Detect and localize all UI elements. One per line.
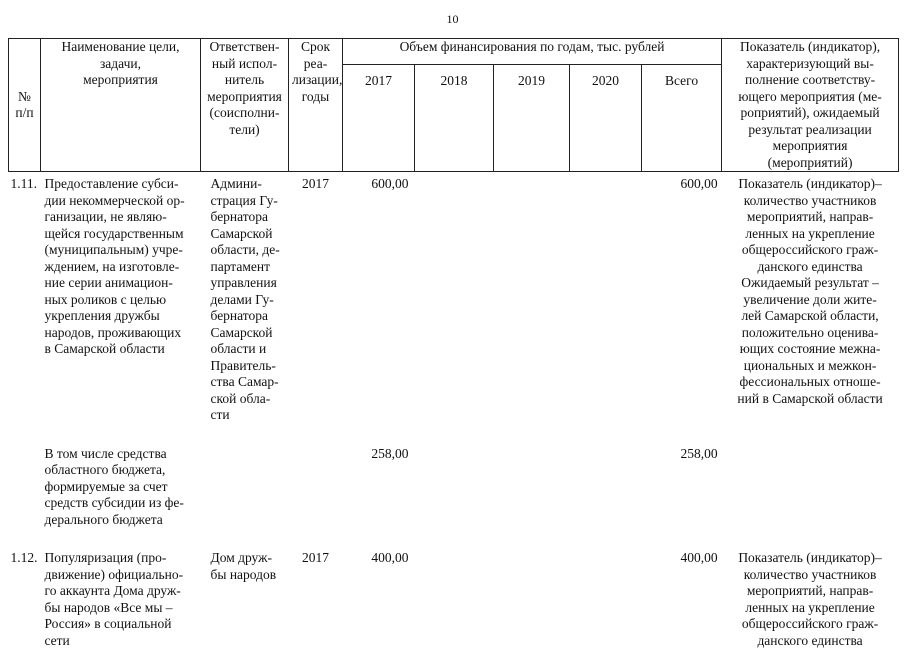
row-number: 1.11. bbox=[10, 176, 37, 191]
row-responsible: Админи- страция Гу- бернатора Самарской области, де- партамент управления делами Гу- бернатора Самарской области и Правитель- ства Самар- ской обла- сти bbox=[210, 176, 280, 422]
row-amount-2017: 258,00 bbox=[371, 445, 409, 461]
row-responsible: Дом друж- бы народов bbox=[210, 550, 277, 582]
row-amount-2020 bbox=[570, 424, 642, 529]
row-responsible bbox=[201, 424, 289, 529]
page-number: 10 bbox=[446, 12, 459, 26]
row-term: 2017 bbox=[302, 550, 329, 565]
row-name: Предоставление субси- дии некоммерческой ор- ганизации, не являю- щейся государственным (муниципальным) учре- ждением, на изготовле- ние серии анимацион- ных роликов с целью укрепления дружбы народов, проживающих в Самарской области bbox=[44, 176, 185, 356]
row-term: 2017 bbox=[302, 176, 329, 191]
table-header bbox=[9, 39, 899, 172]
table-row bbox=[9, 424, 899, 529]
row-amount-2020 bbox=[570, 528, 642, 649]
header-indicator: Показатель (индикатор), характеризующий вы- полнение соответству- ющего мероприятия (ме- роприятий), ожидаемый результат реализации мероприятия (мероприятий) bbox=[722, 39, 899, 172]
row-term bbox=[289, 424, 343, 529]
row-amount-2018 bbox=[415, 172, 494, 424]
header-total: Всего bbox=[642, 65, 722, 172]
row-amount-2017: 600,00 bbox=[371, 176, 409, 191]
row-amount-2019 bbox=[494, 172, 570, 424]
row-amount-total: 258,00 bbox=[680, 445, 718, 461]
row-amount-2019 bbox=[494, 528, 570, 649]
row-amount-2017: 400,00 bbox=[371, 550, 409, 565]
header-term: Срок реа- лизации, годы bbox=[289, 39, 343, 172]
header-financing: Объем финансирования по годам, тыс. рублей bbox=[343, 39, 722, 65]
row-indicator bbox=[722, 424, 899, 529]
row-amount-2018 bbox=[415, 424, 494, 529]
row-indicator: Показатель (индикатор)– количество участников мероприятий, направ- ленных на укрепление общероссийского граж- данского единства Ожидаемый результат – увеличение доли жите- лей Самарской области, положительно оценива- ющих состояние межна- циональных и межкон- фессиональных отноше- ний в Самарской области bbox=[737, 176, 883, 406]
header-year-2019: 2019 bbox=[494, 65, 570, 172]
header-year-2018: 2018 bbox=[415, 65, 494, 172]
row-amount-2020 bbox=[570, 172, 642, 424]
header-year-2020: 2020 bbox=[570, 65, 642, 172]
financing-table bbox=[8, 38, 899, 649]
row-amount-2019 bbox=[494, 424, 570, 529]
table-row bbox=[9, 172, 899, 424]
row-indicator: Показатель (индикатор)– количество участников мероприятий, направ- ленных на укрепление общероссийского граж- данского единства bbox=[738, 550, 882, 648]
row-name: В том числе средства областного бюджета, формируемые за счет средств субсидии из фе- дерального бюджета bbox=[44, 445, 184, 527]
header-name: Наименование цели, задачи, мероприятия bbox=[41, 39, 201, 172]
row-name: Популяризация (про- движение) официально- го аккаунта Дома друж- бы народов «Все мы – Россия» в социальной сети bbox=[44, 550, 184, 648]
header-number: № п/п bbox=[9, 39, 41, 172]
table-row bbox=[9, 528, 899, 649]
row-number: 1.12. bbox=[10, 550, 38, 565]
header-year-2017: 2017 bbox=[343, 65, 415, 172]
row-number bbox=[9, 424, 41, 529]
header-responsible: Ответствен- ный испол- нитель мероприятия (соисполни- тели) bbox=[201, 39, 289, 172]
row-amount-total: 600,00 bbox=[680, 176, 718, 191]
row-amount-2018 bbox=[415, 528, 494, 649]
row-amount-total: 400,00 bbox=[680, 550, 718, 565]
